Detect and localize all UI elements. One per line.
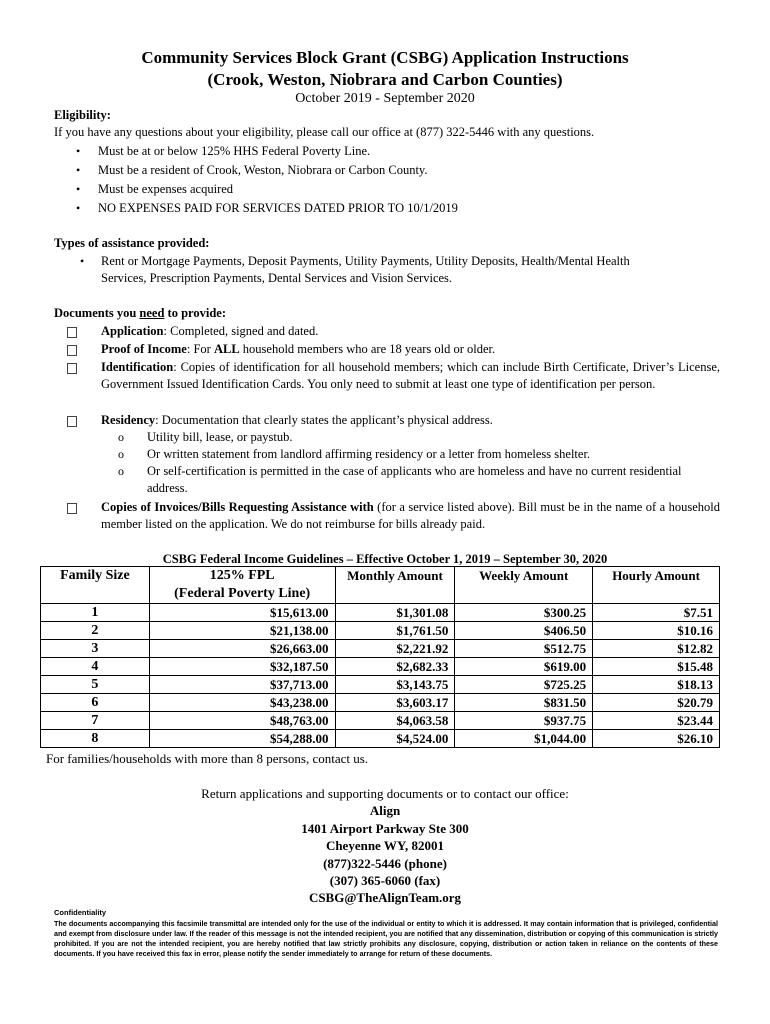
doc-identification [101,359,720,393]
contact-intro: Return applications and supporting documents or to contact our office: [201,786,569,801]
bullet-dot-icon: • [76,144,81,158]
col-header-fpl-line1: 125% FPL [209,568,275,583]
cell-monthly: $4,063.58 [335,712,455,730]
cell-weekly: $406.50 [455,622,593,640]
cell-monthly: $4,524.00 [335,730,455,748]
doc-income-all: ALL [213,342,240,356]
document-subtitle-counties: (Crook, Weston, Niobrara and Carbon Counties) [207,70,563,89]
doc-invoices-text: (for a service listed above). Bill must be in the name of a household member listed on the application. We do not reimburse for bills already paid. [101,500,720,531]
cell-family-size: 1 [41,604,150,622]
cell-monthly: $1,761.50 [335,622,455,640]
col-header-hourly: Hourly Amount [593,567,720,604]
doc-invoices [101,499,720,533]
doc-identification-label: Identification [101,360,174,374]
table-row [41,604,720,622]
cell-fpl: $54,288.00 [149,730,335,748]
checkbox-icon [67,327,77,338]
eligibility-intro: If you have any questions about your eligibility, please call our office at (877) 322-5446 with any questions. [54,125,595,139]
cell-hourly: $26.10 [593,730,720,748]
cell-hourly: $15.48 [593,658,720,676]
doc-income-label: Proof of Income [101,342,187,356]
bullet-dot-icon: • [76,182,81,196]
doc-application [101,323,318,340]
contact-address-line2: Cheyenne WY, 82001 [325,838,445,853]
confidentiality-notice: The documents accompanying this facsimile transmittal are intended only for the use of the individual or entity to which it is addressed. It may contain information that is privileged, confidential and exempt from disclosure under law. If the reader of this message is not the intended recipient, you are notified that any dissemination, distribution or copying of this communication is strictly prohibited. If you are not the intended recipient, you are hereby notified that law strictly prohibits any disclosure, copying, distribution or action taken in reliance on the contents of these documents. If you have received this fax in error, please notify the sender immediately to arrange for return of these documents. [54,919,718,958]
doc-identification-text: : Copies of identification for all household members; which can include Birth Certificate, Driver’s License, Government Issued Identification Cards. You only need to submit at least one type of identification per person. [101,360,720,391]
checkbox-icon [67,345,77,356]
cell-family-size: 7 [41,712,150,730]
cell-family-size: 4 [41,658,150,676]
documents-heading [54,305,226,322]
eligibility-heading: Eligibility: [54,108,111,122]
table-row [41,640,720,658]
residency-option: Utility bill, lease, or paystub. [147,430,293,444]
checkbox-icon [67,363,77,374]
table-row [41,676,720,694]
cell-family-size: 8 [41,730,150,748]
cell-fpl: $48,763.00 [149,712,335,730]
cell-hourly: $7.51 [593,604,720,622]
assistance-list-line2: Services, Prescription Payments, Dental Services and Vision Services. [101,271,453,285]
documents-heading-pre: Documents you [54,306,140,320]
documents-heading-post: to provide: [164,306,226,320]
circle-bullet-icon: o [118,464,124,478]
cell-monthly: $2,221.92 [335,640,455,658]
cell-fpl: $32,187.50 [149,658,335,676]
doc-income-text1: : For [186,342,214,356]
col-header-monthly: Monthly Amount [335,567,455,604]
contact-phone: (877)322-5446 (phone) [323,856,447,871]
cell-fpl: $26,663.00 [149,640,335,658]
col-header-weekly: Weekly Amount [455,567,593,604]
bullet-dot-icon: • [80,254,85,268]
eligibility-bullet: NO EXPENSES PAID FOR SERVICES DATED PRIOR TO 10/1/2019 [98,201,458,215]
contact-address-line1: 1401 Airport Parkway Ste 300 [301,821,469,836]
cell-hourly: $23.44 [593,712,720,730]
doc-invoices-label: Copies of Invoices/Bills Requesting Assistance with [101,500,374,514]
cell-fpl: $21,138.00 [149,622,335,640]
cell-weekly: $725.25 [455,676,593,694]
table-footnote: For families/households with more than 8 persons, contact us. [46,751,369,766]
cell-weekly: $619.00 [455,658,593,676]
bullet-dot-icon: • [76,201,81,215]
table-row [41,622,720,640]
cell-hourly: $20.79 [593,694,720,712]
doc-application-text: : Completed, signed and dated. [163,324,319,338]
cell-fpl: $37,713.00 [149,676,335,694]
doc-income-text2: household members who are 18 years old or older. [239,342,496,356]
cell-monthly: $3,603.17 [335,694,455,712]
col-header-fpl [149,567,335,604]
table-row [41,658,720,676]
residency-option: Or self-certification is permitted in the case of applicants who are homeless and have no current residential address. [147,464,682,495]
contact-fax: (307) 365-6060 (fax) [329,873,441,888]
doc-income [101,341,495,358]
assistance-list-line1: Rent or Mortgage Payments, Deposit Payments, Utility Payments, Utility Deposits, Health/Mental Health [101,254,630,268]
cell-weekly: $1,044.00 [455,730,593,748]
checkbox-icon [67,416,77,427]
cell-weekly: $937.75 [455,712,593,730]
cell-fpl: $15,613.00 [149,604,335,622]
cell-family-size: 2 [41,622,150,640]
document-title: Community Services Block Grant (CSBG) Application Instructions [141,48,629,67]
residency-option: Or written statement from landlord affirming residency or a letter from homeless shelter. [147,447,591,461]
contact-org: Align [369,803,401,818]
table-row [41,694,720,712]
cell-family-size: 3 [41,640,150,658]
cell-fpl: $43,238.00 [149,694,335,712]
col-header-family-size: Family Size [41,567,150,604]
income-guidelines-table [40,566,720,748]
doc-residency [101,412,493,429]
document-period: October 2019 - September 2020 [295,91,475,106]
table-row [41,712,720,730]
cell-monthly: $2,682.33 [335,658,455,676]
cell-weekly: $300.25 [455,604,593,622]
cell-family-size: 5 [41,676,150,694]
eligibility-bullet: Must be at or below 125% HHS Federal Poverty Line. [98,144,371,158]
table-header-row [41,567,720,604]
doc-residency-label: Residency [101,413,156,427]
assistance-heading: Types of assistance provided: [54,236,210,250]
income-table-caption: CSBG Federal Income Guidelines – Effective October 1, 2019 – September 30, 2020 [162,552,608,566]
confidentiality-title: Confidentiality [54,908,107,917]
cell-hourly: $18.13 [593,676,720,694]
doc-residency-text: : Documentation that clearly states the applicant’s physical address. [155,413,493,427]
circle-bullet-icon: o [118,430,124,444]
table-row [41,730,720,748]
eligibility-bullet: Must be a resident of Crook, Weston, Niobrara or Carbon County. [98,163,428,177]
contact-email[interactable]: CSBG@TheAlignTeam.org [308,890,462,905]
circle-bullet-icon: o [118,447,124,461]
documents-heading-need: need [139,306,165,320]
cell-monthly: $1,301.08 [335,604,455,622]
cell-weekly: $831.50 [455,694,593,712]
checkbox-icon [67,503,77,514]
eligibility-bullet: Must be expenses acquired [98,182,234,196]
doc-application-label: Application [101,324,164,338]
cell-monthly: $3,143.75 [335,676,455,694]
cell-weekly: $512.75 [455,640,593,658]
cell-hourly: $12.82 [593,640,720,658]
col-header-fpl-line2: (Federal Poverty Line) [174,586,311,601]
cell-hourly: $10.16 [593,622,720,640]
bullet-dot-icon: • [76,163,81,177]
cell-family-size: 6 [41,694,150,712]
